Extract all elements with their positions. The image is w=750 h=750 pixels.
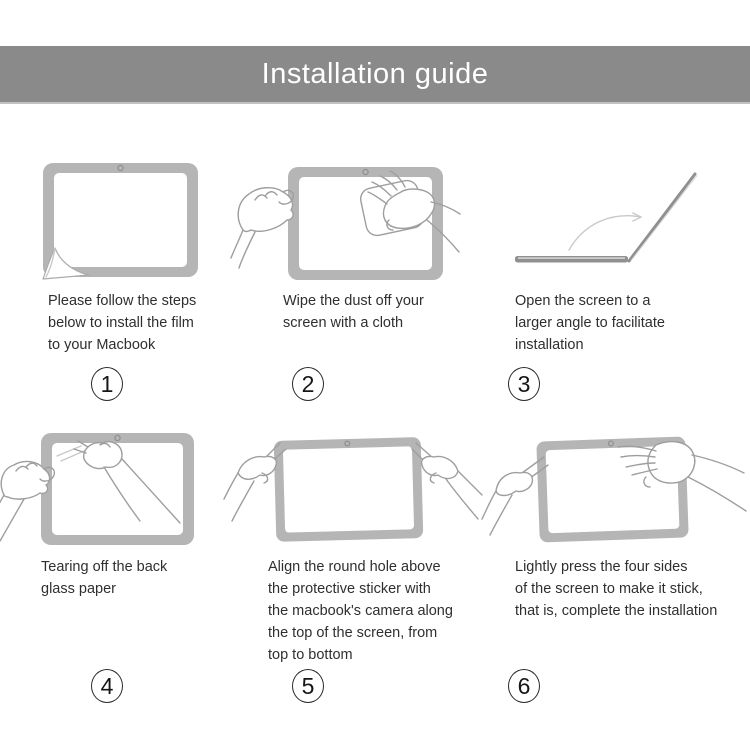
caption-line: to your Macbook: [48, 337, 156, 353]
step-number: 3: [517, 370, 531, 397]
page-title: Installation guide: [261, 57, 489, 90]
step-3-caption: [515, 290, 665, 356]
caption-line: Align the round hole above: [268, 559, 441, 575]
caption-line: the top of the screen, from: [268, 625, 438, 641]
step-number: 4: [100, 672, 114, 699]
caption-line: larger angle to facilitate: [515, 315, 665, 331]
header-banner: [0, 46, 750, 104]
caption-line: that is, complete the installation: [515, 603, 718, 619]
step-6-caption: [515, 556, 717, 622]
step-4-caption: [41, 556, 167, 600]
step-6-number-badge: [508, 669, 540, 703]
caption-line: glass paper: [41, 581, 116, 597]
caption-line: Open the screen to a: [515, 293, 651, 309]
step-1-number-badge: [91, 367, 123, 401]
step-number: 2: [301, 370, 315, 397]
caption-line: of the screen to make it stick,: [515, 581, 703, 597]
caption-line: the protective sticker with: [268, 581, 431, 597]
caption-line: Please follow the steps: [48, 293, 197, 309]
caption-line: installation: [515, 337, 584, 353]
caption-line: the macbook's camera along: [268, 603, 453, 619]
caption-line: screen with a cloth: [283, 315, 404, 331]
wipe-screen-cloth-illustration: [235, 158, 460, 288]
step-2-number-badge: [292, 367, 324, 401]
laptop-base: [515, 256, 628, 263]
step-5-caption: [268, 556, 453, 666]
caption-line: Tearing off the back: [41, 559, 168, 575]
step-1-caption: [48, 290, 196, 356]
macbook-film-peel-illustration: [38, 158, 208, 283]
step-5-number-badge: [292, 669, 324, 703]
left-hand-holding-edge: [231, 188, 293, 268]
press-four-sides-illustration: [488, 425, 750, 547]
caption-line: Wipe the dust off your: [283, 293, 424, 309]
step-4-number-badge: [91, 669, 123, 703]
step-number: 6: [517, 672, 531, 699]
caption-line: below to install the film: [48, 315, 194, 331]
align-camera-hole-illustration: [228, 425, 493, 547]
caption-line: top to bottom: [268, 647, 353, 663]
arm-lines: [688, 455, 746, 511]
step-3-number-badge: [508, 367, 540, 401]
step-number: 5: [301, 672, 315, 699]
tear-back-paper-illustration: [0, 425, 215, 550]
step-2-caption: [283, 290, 424, 334]
step-number: 1: [100, 370, 114, 397]
open-laptop-angle-illustration: [505, 160, 715, 275]
caption-line: Lightly press the four sides: [515, 559, 688, 575]
opening-arc: [569, 216, 641, 250]
